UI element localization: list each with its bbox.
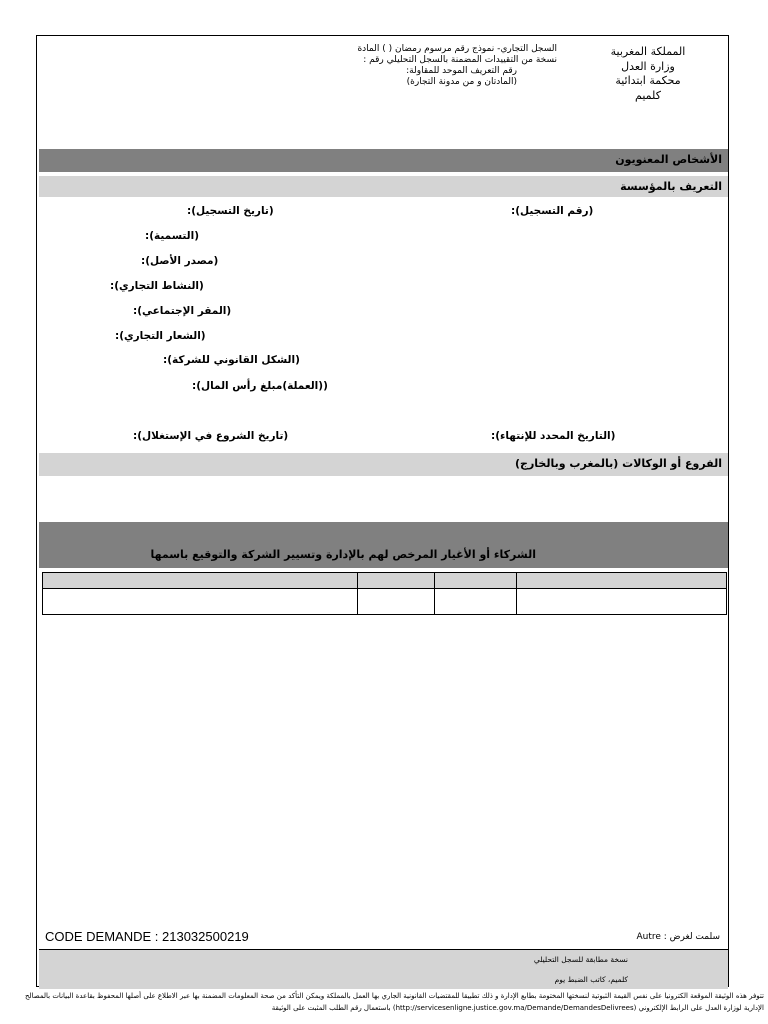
document-frame [36, 35, 729, 987]
capital-amount-field: ((العملة)مبلغ رأس المال): [192, 380, 328, 392]
partners-table [42, 572, 727, 615]
partners-cell [358, 589, 435, 615]
ministry-label: وزارة العدل [621, 59, 675, 73]
register-line-3: رقم التعريف الموحد للمقاولة: [406, 66, 517, 76]
clerk-label: كلميم، كاتب الضبط يوم [554, 975, 628, 984]
code-demande: CODE DEMANDE : 213032500219 [45, 929, 249, 944]
operation-start-date-field: (تاريخ الشروع في الإستغلال): [133, 430, 289, 442]
branches-title: الفروع أو الوكالات (بالمغرب وبالخارج) [515, 457, 722, 470]
disclaimer-line-2: الإدارية لوزارة العدل على الرابط الإلكتروني (http://servicesenligne.justice.gov.ma/Demande/DemandesDelivrees) باستعمال رقم الطلب المثبت على الوثيقة [271, 1004, 764, 1012]
company-identification-band [39, 176, 728, 197]
registration-number-field: (رقم التسجيل): [511, 205, 594, 217]
legal-form-field: (الشكل القانوني للشركة): [163, 354, 300, 366]
partners-title: الشركاء أو الأغيار المرخص لهم بالإدارة وتسيير الشركة والتوقيع باسمها [150, 548, 536, 561]
registration-date-field: (تاريخ التسجيل): [187, 205, 274, 217]
register-line-1: السجل التجاري- نموذج رقم مرسوم رمضان ( ) المادة [357, 44, 557, 54]
partners-header-cell [435, 573, 517, 589]
origin-source-field: (مصدر الأصل): [141, 255, 219, 267]
register-line-4: (المادتان و من مدونة التجارة) [406, 77, 517, 87]
disclaimer-footnote [0, 990, 764, 1014]
partners-table-row [43, 589, 727, 615]
kingdom-label: المملكة المغربية [610, 45, 686, 58]
branches-band [39, 453, 728, 476]
partners-cell [435, 589, 517, 615]
legal-persons-band [39, 149, 728, 172]
partners-band [39, 522, 728, 568]
partners-header-cell [517, 573, 727, 589]
court-label: محكمة ابتدائية [615, 74, 681, 87]
partners-header-cell [358, 573, 435, 589]
certified-copy-label: نسخة مطابقة للسجل التحليلي [533, 955, 628, 964]
denomination-field: (التسمية): [145, 230, 200, 242]
institution-header [598, 45, 698, 103]
register-line-2: نسخة من التقييدات المضمنة بالسجل التحليلي رقم : [363, 55, 557, 65]
legal-persons-title: الأشخاص المعنويون [615, 153, 722, 166]
disclaimer-line-1: تتوفر هذه الوثيقة الموقعة الكترونيا على نفس القيمة الثبوتية لنسختها المختومة بطابع الإدارة و ذلك تطبيقا للمقتضيات القانونية الجاري بها العمل بالمملكة ويمكن التأكد من صحة المعلومات المضمنة بها عبر الاطلاع على أصلها المحفوظ بقاعدة البيانات بالمصالح [25, 992, 764, 1000]
city-label: كلميم [635, 88, 661, 102]
partners-cell [517, 589, 727, 615]
partners-cell [43, 589, 358, 615]
headquarters-field: (المقر الإجتماعي): [133, 305, 232, 317]
delivery-purpose: سلمت لغرض : Autre [636, 932, 720, 942]
partners-header-cell [43, 573, 358, 589]
company-identification-title: التعريف بالمؤسسة [620, 180, 722, 193]
register-header [197, 44, 557, 88]
trade-sign-field: (الشعار التجاري): [115, 330, 206, 342]
end-date-field: (التاريخ المحدد للإنتهاء): [491, 430, 616, 442]
certification-box [39, 949, 728, 989]
partners-table-header-row [43, 573, 727, 589]
commercial-activity-field: (النشاط التجاري): [110, 280, 204, 292]
